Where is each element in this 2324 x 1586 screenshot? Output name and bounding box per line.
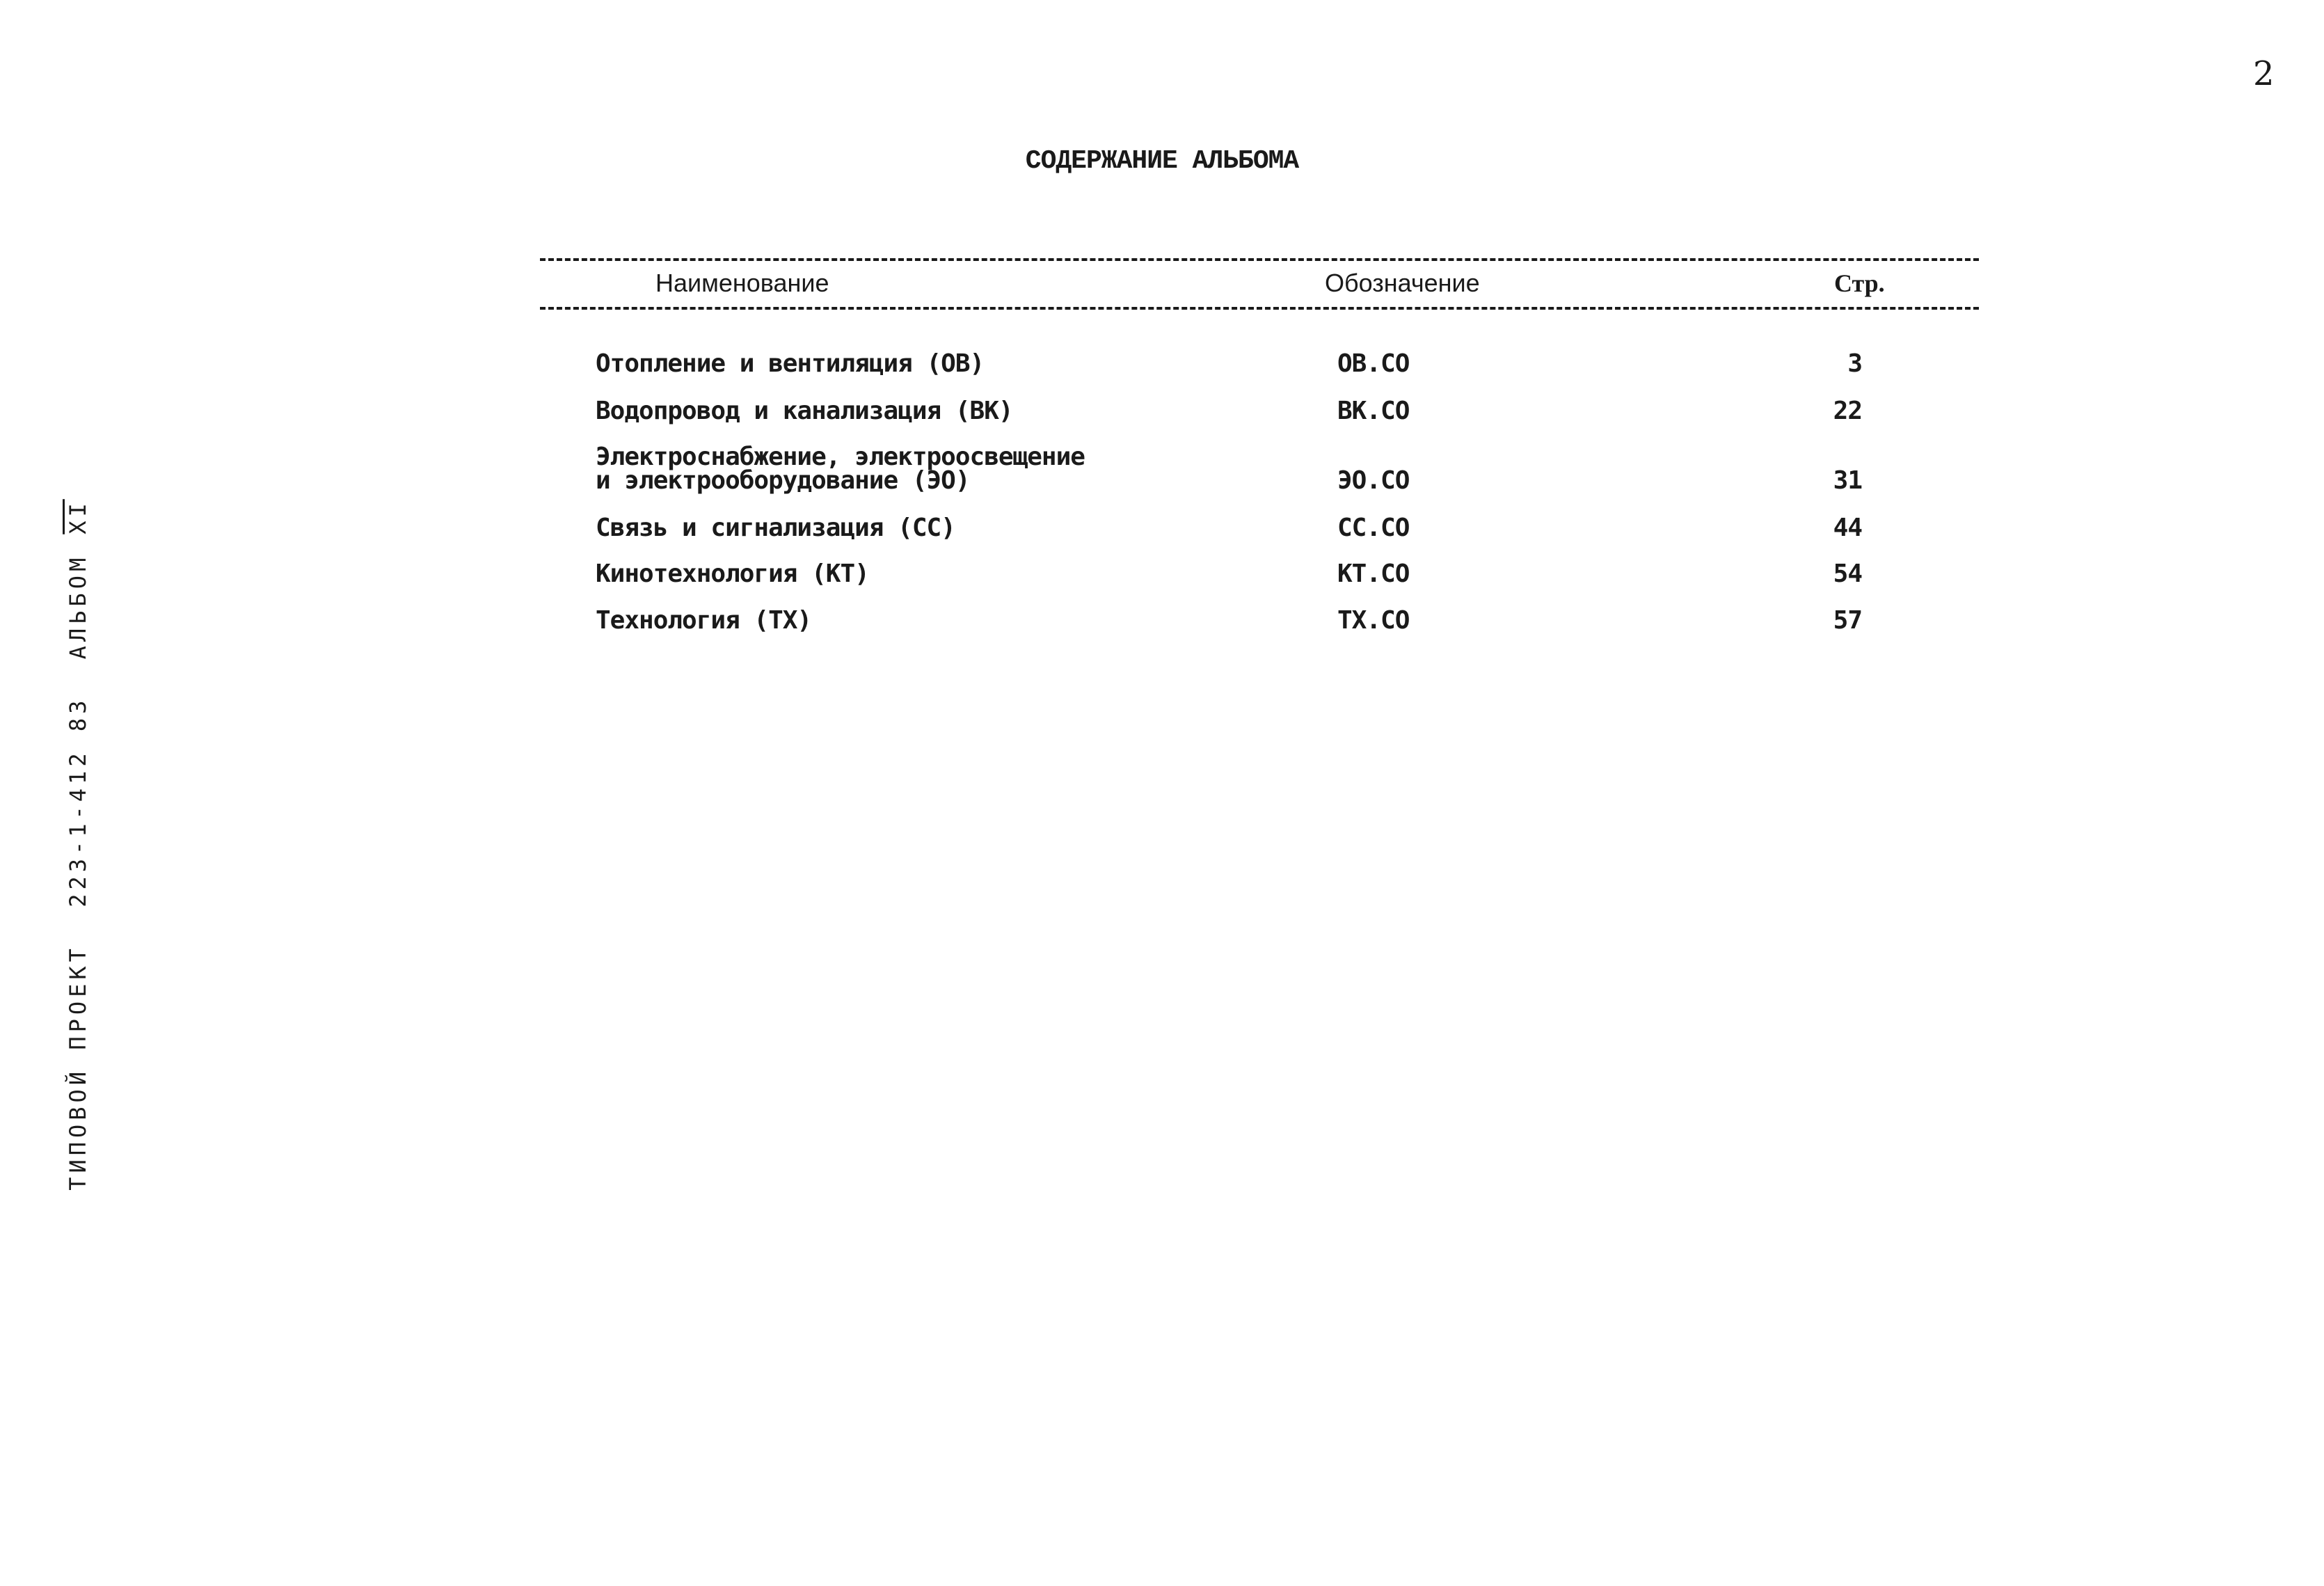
- row-page: 54: [1833, 560, 1862, 588]
- document-title: СОДЕРЖАНИЕ АЛЬБОМА: [1025, 146, 1299, 176]
- table-row: [540, 558, 1979, 586]
- stamp-project-label: ТИПОВОЙ ПРОЕКТ: [65, 944, 91, 1191]
- row-code: ТХ.СО: [1337, 606, 1410, 635]
- table-top-rule: [540, 258, 1979, 261]
- table-row: [540, 395, 1979, 423]
- row-name: Электроснабжение, электроосвещение и электрооборудование (ЭО): [596, 443, 1085, 495]
- row-code: СС.СО: [1337, 514, 1410, 542]
- contents-table: [540, 255, 1979, 672]
- row-name: Технология (ТХ): [596, 606, 812, 635]
- row-name: Отопление и вентиляция (ОВ): [596, 349, 985, 378]
- row-code: ВК.СО: [1337, 397, 1410, 425]
- stamp-project-number: 223-1-412 83: [65, 696, 91, 907]
- row-page: 44: [1833, 514, 1862, 542]
- header-code: Обозначение: [1325, 269, 1480, 297]
- table-row: [540, 348, 1979, 376]
- table-header-rule: [540, 307, 1979, 310]
- header-name: Наименование: [655, 269, 829, 297]
- row-code: ОВ.СО: [1337, 349, 1410, 378]
- row-page: 22: [1833, 397, 1862, 425]
- table-row: [540, 443, 1979, 493]
- row-page: 57: [1833, 606, 1862, 635]
- page-number: 2: [2253, 54, 2275, 93]
- row-name: Водопровод и канализация (ВК): [596, 397, 1013, 425]
- row-name: Кинотехнология (КТ): [596, 560, 869, 588]
- row-page: 3: [1847, 349, 1862, 378]
- header-page: Стр.: [1834, 269, 1885, 297]
- row-name: Связь и сигнализация (СС): [596, 514, 955, 542]
- side-stamp: [65, 479, 91, 1191]
- row-page: 31: [1833, 466, 1862, 495]
- stamp-album-number: $\overline{XI}$: [65, 499, 91, 534]
- table-row: [540, 605, 1979, 633]
- row-code: КТ.СО: [1337, 560, 1410, 588]
- stamp-album-label: АЛЬБОМ: [65, 553, 91, 660]
- table-row: [540, 512, 1979, 540]
- row-code: ЭО.СО: [1337, 466, 1410, 495]
